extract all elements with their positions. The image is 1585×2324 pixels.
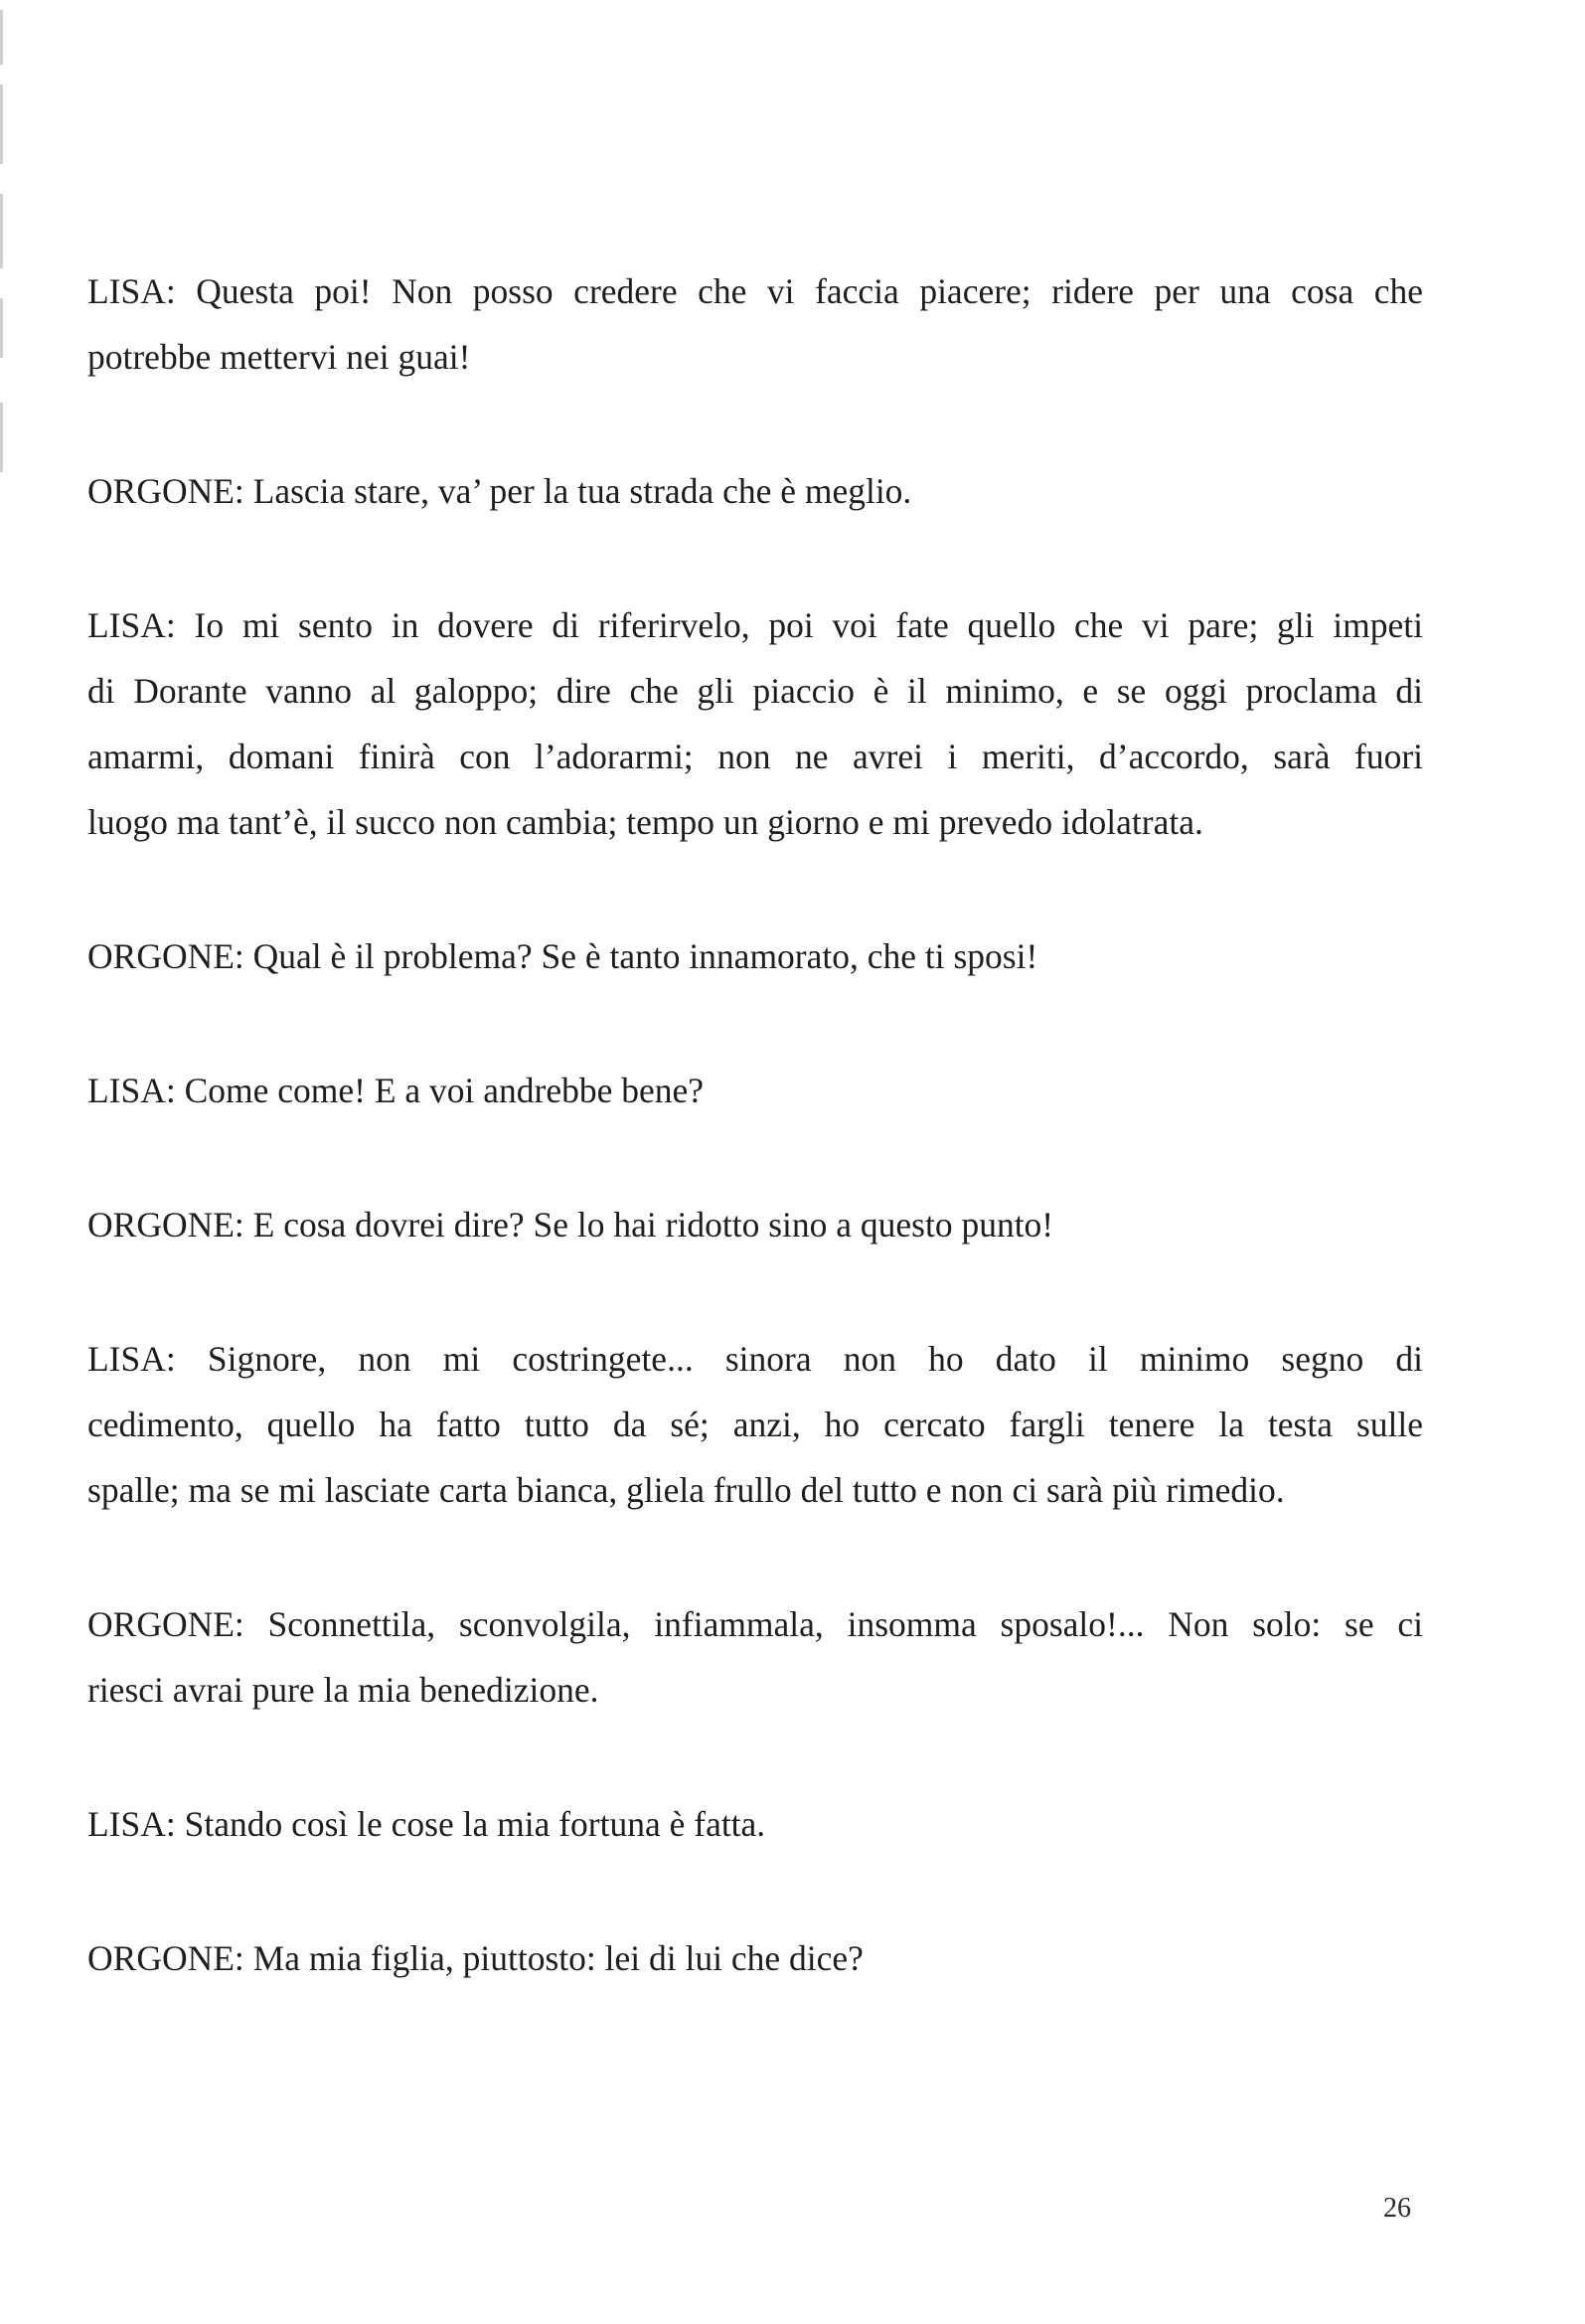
text-line: ORGONE: Lascia stare, va’ per la tua strada che è meglio. — [87, 471, 912, 511]
text-line: ORGONE: Ma mia figlia, piuttosto: lei di lui che dice? — [87, 1938, 864, 1978]
scan-edge-mark — [0, 403, 3, 472]
text-line: LISA: Signore, non mi costringete... sinora non ho dato il minimo segno di — [87, 1339, 1423, 1379]
dialogue-paragraph — [87, 458, 1423, 524]
text-line: LISA: Stando così le cose la mia fortuna è fatta. — [87, 1804, 766, 1844]
dialogue-paragraph — [87, 1326, 1423, 1523]
text-line: cedimento, quello ha fatto tutto da sé; anzi, ho cercato fargli tenere la testa sulle — [87, 1405, 1423, 1444]
scan-edge-mark — [0, 298, 3, 358]
text-line: amarmi, domani finirà con l’adorarmi; non ne avrei i meriti, d’accordo, sarà fuori — [87, 737, 1423, 776]
text-line: LISA: Io mi sento in dovere di riferirvelo, poi voi fate quello che vi pare; gli impeti — [87, 605, 1423, 645]
scan-edge-mark — [0, 84, 3, 164]
page-body — [87, 258, 1423, 2060]
page-number: 26 — [1383, 2193, 1411, 2224]
dialogue-paragraph — [87, 592, 1423, 855]
text-line: ORGONE: Sconnettila, sconvolgila, infiammala, insomma sposalo!... Non solo: se ci — [87, 1604, 1423, 1644]
text-line: LISA: Come come! E a voi andrebbe bene? — [87, 1071, 705, 1110]
dialogue-paragraph — [87, 1925, 1423, 1991]
text-line: riesci avrai pure la mia benedizione. — [87, 1670, 599, 1710]
scan-edge-mark — [0, 10, 3, 65]
dialogue-paragraph — [87, 258, 1423, 390]
dialogue-paragraph — [87, 923, 1423, 989]
dialogue-paragraph — [87, 1791, 1423, 1857]
text-line: spalle; ma se mi lasciate carta bianca, gliela frullo del tutto e non ci sarà più rimedio. — [87, 1470, 1285, 1510]
text-line: di Dorante vanno al galoppo; dire che gli piaccio è il minimo, e se oggi proclama di — [87, 671, 1423, 711]
dialogue-paragraph — [87, 1591, 1423, 1723]
dialogue-paragraph — [87, 1058, 1423, 1123]
text-line: LISA: Questa poi! Non posso credere che vi faccia piacere; ridere per una cosa che — [87, 271, 1423, 311]
scan-edge-mark — [0, 194, 3, 268]
text-line: ORGONE: E cosa dovrei dire? Se lo hai ridotto sino a questo punto! — [87, 1205, 1054, 1245]
text-line: ORGONE: Qual è il problema? Se è tanto innamorato, che ti sposi! — [87, 936, 1038, 976]
text-line: potrebbe mettervi nei guai! — [87, 337, 471, 377]
dialogue-paragraph — [87, 1192, 1423, 1257]
text-line: luogo ma tant’è, il succo non cambia; tempo un giorno e mi prevedo idolatrata. — [87, 802, 1203, 842]
